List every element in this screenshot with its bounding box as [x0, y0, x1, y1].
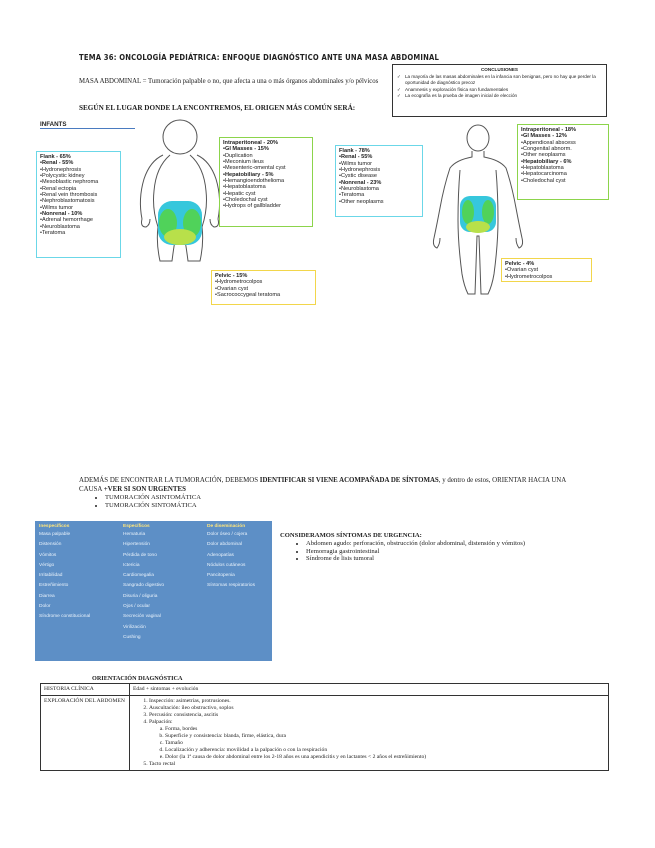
section-subheading: SEGÚN EL LUGAR DONDE LA ENCONTREMOS, EL ORIGEN MÁS COMÚN SERÁ: — [79, 104, 356, 112]
table-cell — [130, 696, 609, 771]
list-item: • Teratoma — [40, 230, 117, 236]
list-item: d. Localización y adherencia: movilidad a la palpación o con la respiración — [165, 747, 605, 754]
box-header: Intraperitoneal - 20% — [223, 140, 279, 146]
symptoms-paragraph: ADEMÁS DE ENCONTRAR LA TUMORACIÓN, DEBEMOS IDENTIFICAR SI VIENE ACOMPAÑADA DE SÍNTOMAS, y dentro de estos, ORIENTAR HACIA UNA CAUSA +VER SI SON URGENTES • TUMORACIÓN ASINTOMÁTICA • TUMORACIÓN SINTOMÁTICA — [79, 477, 579, 510]
table-row — [41, 684, 609, 696]
list-item: • Sacrococcygeal teratoma — [215, 292, 312, 298]
list-item: • Hepatocarcinoma — [521, 171, 605, 177]
box-header: Pelvic - 15% — [215, 273, 248, 279]
list-item: • Hydronephrosis — [40, 167, 117, 173]
box-header: Intraperitoneal - 18% — [521, 127, 577, 133]
group-label: • Nonrenal - 23% — [339, 180, 419, 186]
table-cell: Disuria / oliguria — [123, 593, 158, 599]
list-item: 1. Inspección: asimetrías, protrusiones. — [149, 698, 605, 705]
symptoms-table — [35, 521, 272, 661]
table-cell: Pancitopenia — [207, 573, 235, 579]
list-item: • Cystic disease — [339, 173, 419, 179]
table-cell: Dolor abdominal — [207, 542, 242, 548]
table-cell: Diarrea — [39, 593, 55, 599]
table-cell: Nódulos cutáneos — [207, 562, 246, 568]
table-cell: Distensión — [39, 542, 62, 548]
urgency-section — [280, 532, 610, 563]
divider — [40, 128, 135, 129]
table-cell: Dolor — [39, 604, 51, 610]
conclusions-box — [392, 64, 607, 117]
list-item: • TUMORACIÓN SINTOMÁTICA — [105, 502, 579, 510]
list-item: • Neuroblastoma — [40, 224, 117, 230]
list-item: • Hydrometrocolpos — [505, 274, 588, 280]
list-item: • Hemorragia gastrointestinal — [306, 548, 610, 556]
list-item: e. Dolor (la 1ª causa de dolor abdominal entre los 2-18 años es una apendicitis y en lactantes < 2 años el estreñimiento) — [165, 754, 605, 761]
list-item: 5. Tacto rectal — [149, 761, 605, 768]
table-cell: Hematuria — [123, 532, 146, 537]
table-cell: Síntomas respiratorios — [207, 583, 255, 589]
table-cell: Vómitos — [39, 552, 57, 558]
group-label: • GI Masses - 15% — [223, 146, 309, 152]
child-flank-box — [335, 145, 423, 217]
list-item: • Neuroblastoma — [339, 186, 419, 192]
list-item: • Ovarian cyst — [505, 267, 588, 273]
exam-list — [133, 698, 605, 768]
box-header: Flank - 78% — [339, 148, 370, 154]
palpation-list — [149, 726, 605, 761]
list-item: • TUMORACIÓN ASINTOMÁTICA — [105, 494, 579, 502]
conclusion-item: ✓ Anamnesis y exploración física son fundamentales — [405, 87, 602, 93]
column-header: Específicos — [123, 524, 150, 529]
list-item: c. Tamaño — [165, 740, 605, 747]
group-label: • Hepatobiliary - 5% — [223, 172, 309, 178]
child-intraperitoneal-box — [517, 124, 609, 200]
intro-paragraph: MASA ABDOMINAL = Tumoración palpable o no, que afecta a una o más órganos abdominales y/o pélvicos — [79, 78, 379, 85]
table-cell: HISTORIA CLÍNICA — [41, 684, 130, 696]
table-cell: Cushing — [123, 634, 141, 640]
table-cell: Hipertensión — [123, 542, 150, 548]
infant-pelvic-box — [211, 270, 316, 305]
list-item: 4. Palpación: a. Forma, bordes b. Superficie y consistencia: blanda, firme, elástica, dura c. Tamaño d. Localización y adherencia: movilidad a la palpación o con la respiración e. Dolor (la 1ª causa de dolor abdominal entre los 2-18 años es una apendicitis y en lactantes < 2 años el estreñimiento) — [149, 719, 605, 761]
table-cell: Ictericia — [123, 562, 140, 568]
list-item: • Polycystic kidney — [40, 173, 117, 179]
list-item: • Hydronephrosis — [339, 167, 419, 173]
list-item: • Choledochal cyst — [223, 197, 309, 203]
conclusion-item: ✓ La mayoría de las masas abdominales en la infancia son benignas, pero no hay que perder la oportunidad de diagnóstico precoz — [405, 74, 602, 86]
table-cell: Irritabilidad — [39, 573, 63, 579]
table-cell: Masa palpable — [39, 532, 71, 537]
list-item: • Congenital abnorm. — [521, 146, 605, 152]
list-item: • Hemangioendothelioma — [223, 178, 309, 184]
list-item: • Hydrops of gallbladder — [223, 203, 309, 209]
urgency-title: CONSIDERAMOS SÍNTOMAS DE URGENCIA: — [280, 532, 422, 539]
list-item: a. Forma, bordes — [165, 726, 605, 733]
list-item: 3. Percusión: consistencia, ascitis — [149, 712, 605, 719]
list-item: • Wilms tumor — [339, 161, 419, 167]
column-dissemination — [207, 524, 255, 594]
list-item: • Hepatic cyst — [223, 191, 309, 197]
list-item: • Renal ectopia — [40, 186, 117, 192]
orientation-table — [40, 683, 609, 771]
column-header: De diseminación — [207, 524, 246, 529]
list-item: • Duplication — [223, 153, 309, 159]
infant-intraperitoneal-box — [219, 137, 313, 227]
list-item: • Appendiceal abscess — [521, 140, 605, 146]
table-cell: Dolor óseo / cojera — [207, 532, 248, 537]
column-nonspecific — [39, 524, 90, 625]
table-cell: Sangrado digestivo — [123, 583, 165, 589]
group-label: • Hepatobiliary - 6% — [521, 159, 605, 165]
infant-flank-box — [36, 151, 121, 258]
conclusions-title: CONCLUSIONES — [480, 67, 518, 72]
infant-body-diagram — [130, 115, 230, 270]
list-item: • Mesoblastic nephroma — [40, 179, 117, 185]
list-item: • Hydrometrocolpos — [215, 279, 312, 285]
list-item: • Mesenteric-omental cyst — [223, 165, 309, 171]
column-header: Inespecíficos — [39, 524, 70, 529]
list-item: • Teratoma — [339, 192, 419, 198]
list-item: b. Superficie y consistencia: blanda, firme, elástica, dura — [165, 733, 605, 740]
orientation-title: ORIENTACIÓN DIAGNÓSTICA — [92, 675, 183, 682]
table-cell: Cardiomegalia — [123, 573, 154, 579]
column-specific — [123, 524, 164, 645]
table-cell: Adenopatías — [207, 552, 234, 558]
conclusion-item: ✓ La ecografía es la prueba de imagen inicial de elección — [405, 93, 602, 99]
tumor-type-list — [79, 494, 579, 510]
list-item: • Síndrome de lisis tumoral — [306, 555, 610, 563]
page-title: TEMA 36: ONCOLOGÍA PEDIÁTRICA: ENFOQUE DIAGNÓSTICO ANTE UNA MASA ABDOMINAL — [79, 53, 440, 62]
table-cell: Pérdida de tono — [123, 552, 157, 558]
table-cell: Virilización — [123, 624, 146, 630]
table-cell: Ojos / ocular — [123, 604, 150, 610]
list-item: 2. Auscultación: íleo obstructivo, soplos — [149, 705, 605, 712]
list-item: • Other neoplasms — [339, 199, 419, 205]
box-header: Flank - 65% — [40, 154, 71, 160]
table-row — [41, 696, 609, 771]
table-cell: Vértigo — [39, 562, 55, 568]
list-item: • Renal vein thrombosis — [40, 192, 117, 198]
group-label: • GI Masses - 12% — [521, 133, 605, 139]
table-cell: Síndrome constitucional — [39, 614, 91, 620]
list-item: • Abdomen agudo: perforación, obstrucción (dolor abdominal, distensión y vómitos) — [306, 540, 610, 548]
list-item: • Nephroblastomatosis — [40, 198, 117, 204]
box-header: Pelvic - 4% — [505, 261, 535, 267]
list-item: • Wilms tumor — [40, 205, 117, 211]
list-item: • Hepatoblastoma — [223, 184, 309, 190]
group-label: • Renal - 55% — [40, 160, 117, 166]
infants-label: INFANTS — [40, 121, 67, 128]
list-item: • Choledochal cyst — [521, 178, 605, 184]
list-item: • Hepatoblastoma — [521, 165, 605, 171]
list-item: • Other neoplasms — [521, 152, 605, 158]
list-item: • Ovarian cyst — [215, 286, 312, 292]
list-item: • Adrenal hemorrhage — [40, 217, 117, 223]
table-cell: Edad + síntomas + evolución — [130, 684, 609, 696]
list-item: • Meconium ileus — [223, 159, 309, 165]
table-cell: Estreñimiento — [39, 583, 69, 589]
table-cell: EXPLORACIÓN DEL ABDOMEN — [41, 696, 130, 771]
group-label: • Nonrenal - 10% — [40, 211, 117, 217]
child-pelvic-box — [501, 258, 592, 282]
table-cell: Secreción vaginal — [123, 614, 161, 620]
group-label: • Renal - 55% — [339, 154, 419, 160]
